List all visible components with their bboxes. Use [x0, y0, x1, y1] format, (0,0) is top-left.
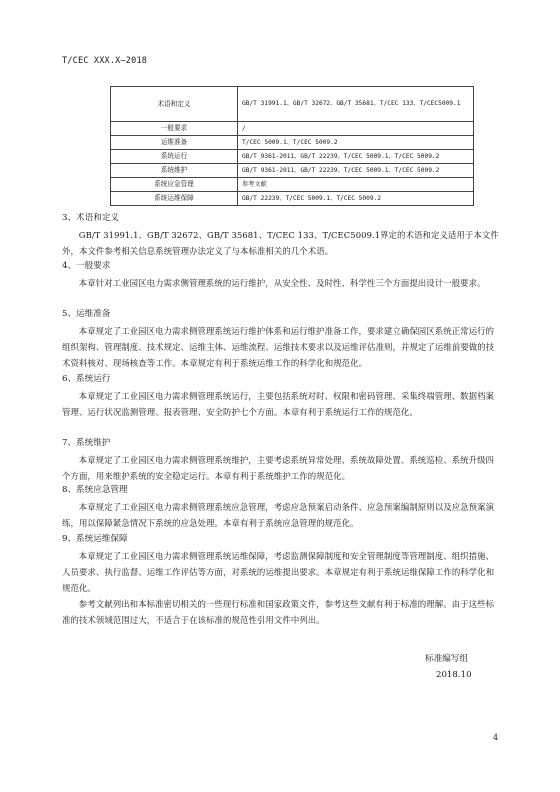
table-cell-term: 系统维护 [111, 164, 238, 178]
section-heading: 9、系统运维保障 [62, 534, 128, 544]
reference-table [110, 86, 474, 206]
table-row [111, 164, 474, 178]
section-heading: 3、术语和定义 [62, 213, 120, 223]
table-cell-standards: / [238, 122, 474, 136]
document-code: T/CEC XXX.X—2018 [62, 56, 148, 66]
table-cell-standards: T/CEC 5009.1、T/CEC 5009.2 [238, 136, 474, 150]
table-cell-standards: 参考文献 [238, 178, 474, 192]
signature-date: 2018.10 [436, 670, 472, 680]
table-cell-term: 术语和定义 [111, 87, 238, 122]
section-paragraph: 本章规定了工业园区电力需求侧管理系统运行维护体系和运行维护准备工作，要求建立确保园区系统正常运行的组织架构、管理制度、技术规定、运维主体、运维流程、运维技术要求以及运维评估准则，并规定了运维前要做的技术资料核对、现场核查等工作。本章规定有利于系统运维工作的科学化和规范化。 [62, 326, 495, 368]
section-paragraph: GB/T 31991.1、GB/T 32672、GB/T 35681、T/CEC 133、T/CEC5009.1界定的术语和定义适用于本文件外，本文件参考相关信息系统管理办法定义了与本标准相关的几个术语。 [62, 230, 499, 256]
table-cell-term: 系统运行 [111, 150, 238, 164]
section-paragraph: 本章规定了工业园区电力需求侧管理系统维护，主要考虑系统异常处理、系统故障处置、系统巡检、系统升级四个方面，用来维护系统的安全稳定运行。本章有利于系统维护工作的规范化。 [62, 455, 495, 481]
table-cell-term: 系统运维保障 [111, 192, 238, 206]
references-note: 参考文献列出和本标准密切相关的一些现行标准和国家政策文件，参考这些文献有利于标准的理解。由于这些标准的技术领域范围过大，不适合于在该标准的规范性引用文件中列出。 [62, 599, 495, 625]
page-number: 4 [493, 733, 499, 742]
drafting-group: 标准编写组 [425, 654, 468, 664]
section-heading: 6、系统运行 [62, 374, 111, 384]
table-row [111, 87, 474, 122]
section-paragraph: 本章规定了工业园区电力需求侧管理系统运行，主要包括系统对时、权限和密码管理、采集终端管理、数据档案管理、运行状况监测管理、报表管理、安全防护七个方面。本章有利于系统运行工作的规范化。 [62, 391, 495, 417]
table-cell-standards: GB/T 9361-2011、GB/T 22239、T/CEC 5009.1、T/CEC 5009.2 [238, 164, 474, 178]
section-heading: 7、系统维护 [62, 438, 111, 448]
table-cell-term: 一般要求 [111, 122, 238, 136]
table-row [111, 136, 474, 150]
section-heading: 5、运维准备 [62, 309, 111, 319]
table-cell-standards: GB/T 31991.1、GB/T 32672、GB/T 35681、T/CEC 133、T/CEC5009.1 [238, 87, 474, 122]
table-row [111, 122, 474, 136]
table-cell-term: 系统应急管理 [111, 178, 238, 192]
table-cell-standards: GB/T 22239、T/CEC 5009.1、T/CEC 5009.2 [238, 192, 474, 206]
section-paragraph: 本章针对工业园区电力需求侧管理系统的运行维护，从安全性、及时性、科学性三个方面提出设计一般要求。 [78, 278, 486, 288]
table-cell-standards: GB/T 9361-2011、GB/T 22239、T/CEC 5009.1、T/CEC 5009.2 [238, 150, 474, 164]
table-row [111, 192, 474, 206]
table-row [111, 178, 474, 192]
table-row [111, 150, 474, 164]
table-cell-term: 运维准备 [111, 136, 238, 150]
section-heading: 8、系统应急管理 [62, 485, 128, 495]
section-paragraph: 本章规定了工业园区电力需求侧管理系统运维保障，考虑监测保障制度和安全管理制度等管理制度、组织措施、人员要求、执行监督、运维工作评估等方面，对系统的运维提出要求。本章规定有利于系统运维保障工作的科学化和规范化。 [62, 551, 495, 593]
section-paragraph: 本章规定了工业园区电力需求侧管理系统应急管理，考虑应急预案启动条件、应急预案编制原则以及应急预案演练，用以保障紧急情况下系统的应急处理。本章有利于系统应急管理的规范化。 [62, 502, 495, 528]
section-heading: 4、一般要求 [62, 261, 111, 271]
